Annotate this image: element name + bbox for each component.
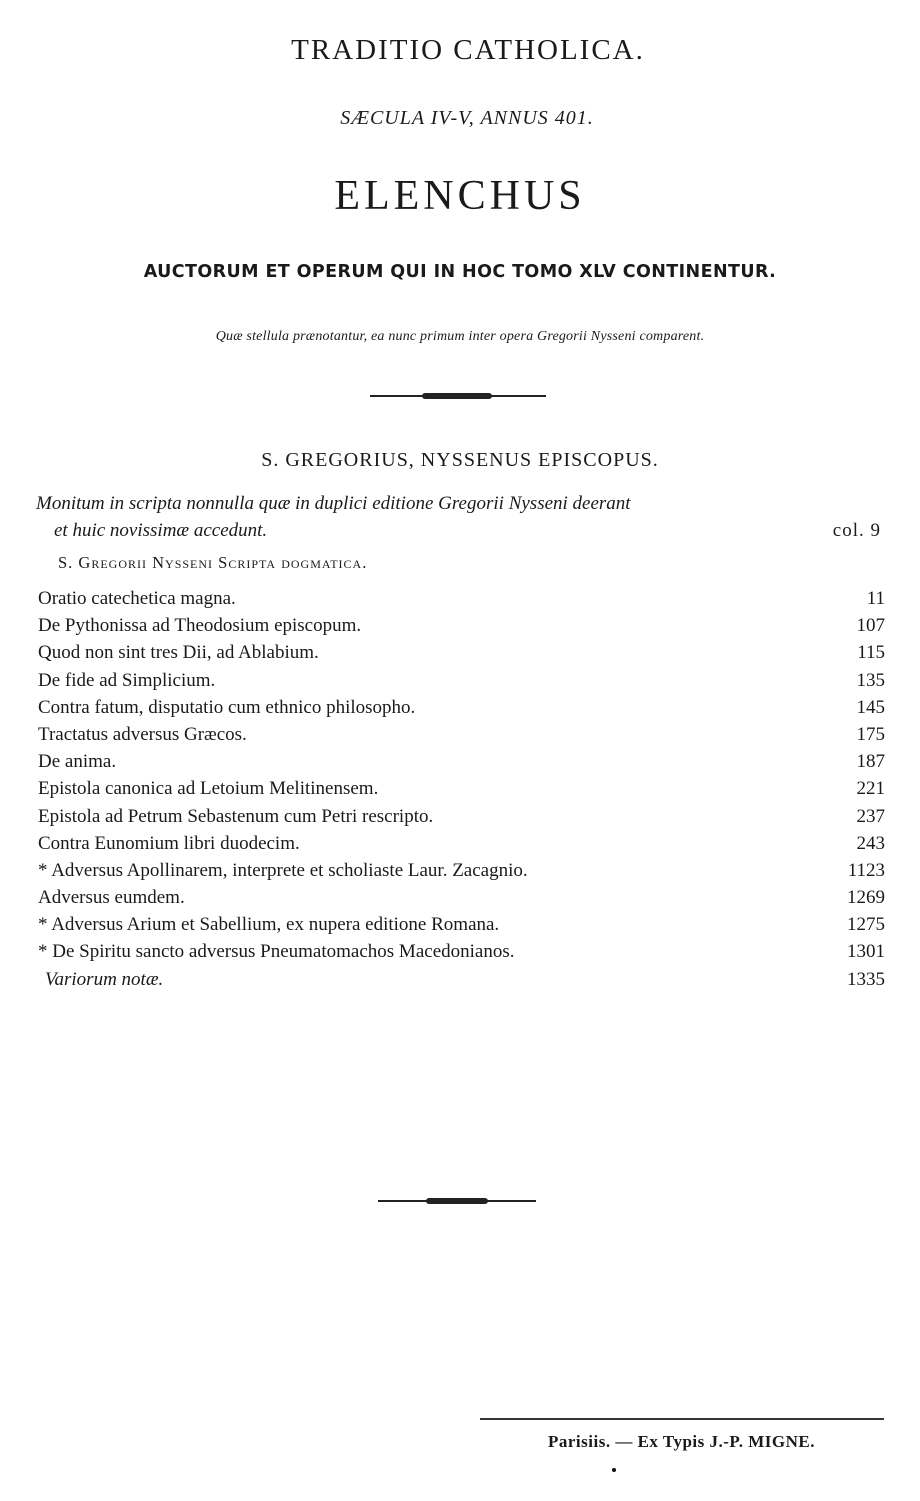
entry-title: * De Spiritu sancto adversus Pneumatomachos Macedonianos. (38, 941, 515, 963)
entry-column: 135 (856, 669, 885, 691)
list-item (38, 612, 885, 639)
list-item (38, 721, 885, 748)
monitum-line-2: et huic novissimæ accedunt. (54, 520, 268, 541)
list-item (38, 667, 885, 694)
monitum-entry (36, 490, 796, 544)
entry-column: 221 (856, 778, 885, 800)
entry-title: Epistola canonica ad Letoium Melitinensem. (38, 778, 379, 800)
entry-title: Epistola ad Petrum Sebastenum cum Petri rescripto. (38, 805, 434, 827)
entry-column: 175 (856, 723, 885, 745)
imprint-rule (480, 1418, 884, 1420)
entry-column: 243 (856, 832, 885, 854)
page-subtitle: AUCTORUM ET OPERUM QUI IN HOC TOMO XLV CONTINENTUR. (143, 262, 777, 282)
list-item (38, 830, 885, 857)
entry-column: 115 (857, 642, 885, 664)
era-line: SÆCULA IV-V, ANNUS 401. (340, 107, 594, 129)
list-item (38, 884, 885, 911)
entry-title: Variorum notæ. (45, 968, 164, 990)
section-heading: S. Gregorii Nysseni Scripta dogmatica. (58, 553, 368, 572)
entry-title: Oratio catechetica magna. (38, 588, 236, 609)
entry-title: Quod non sint tres Dii, ad Ablabium. (38, 642, 319, 664)
entry-column: 1335 (847, 968, 885, 990)
entry-title: Contra fatum, disputatio cum ethnico philosopho. (38, 696, 416, 718)
list-item (38, 857, 885, 884)
entry-column: 187 (856, 751, 885, 773)
list-item (38, 694, 885, 721)
list-item (38, 775, 885, 802)
list-item (38, 639, 885, 666)
entry-title: * Adversus Apollinarem, interprete et scholiaste Laur. Zacagnio. (38, 859, 528, 881)
monitum-column-ref: col. 9 (832, 520, 881, 541)
author-heading: S. GREGORIUS, NYSSENUS EPISCOPUS. (261, 449, 659, 471)
list-item (38, 911, 885, 938)
entry-column: 11 (866, 588, 885, 609)
entry-title: De Pythonissa ad Theodosium episcopum. (38, 615, 362, 637)
asterisk-note: Quæ stellula prænotantur, ea nunc primum inter opera Gregorii Nysseni comparent. (215, 329, 705, 344)
entry-column: 145 (856, 696, 885, 718)
ornament-divider-top (370, 391, 546, 401)
entry-column: 107 (856, 615, 885, 637)
list-item (38, 748, 885, 775)
entry-title: Tractatus adversus Græcos. (38, 723, 247, 745)
list-item (38, 938, 885, 965)
page-title: ELENCHUS (334, 173, 586, 219)
entry-title: De fide ad Simplicium. (38, 669, 216, 691)
entry-column: 1123 (847, 859, 885, 881)
ornament-divider-bottom (378, 1196, 536, 1206)
entry-column: 237 (856, 805, 885, 827)
entry-column: 1269 (847, 887, 885, 909)
list-item (38, 803, 885, 830)
entry-title: Contra Eunomium libri duodecim. (38, 832, 300, 854)
list-item (38, 585, 885, 612)
imprint-line: Parisiis. — Ex Typis J.-P. MIGNE. (548, 1432, 815, 1451)
entry-column: 1275 (847, 914, 885, 936)
page-dot (612, 1468, 616, 1472)
list-item (38, 966, 885, 993)
entry-column: 1301 (847, 941, 885, 963)
entry-title: * Adversus Arium et Sabellium, ex nupera editione Romana. (38, 914, 500, 936)
contents-list (38, 585, 885, 993)
series-title: TRADITIO CATHOLICA. (291, 34, 645, 66)
entry-title: De anima. (38, 751, 117, 773)
entry-title: Adversus eumdem. (38, 887, 185, 909)
monitum-line-1: Monitum in scripta nonnulla quæ in duplici editione Gregorii Nysseni deerant (36, 493, 631, 514)
